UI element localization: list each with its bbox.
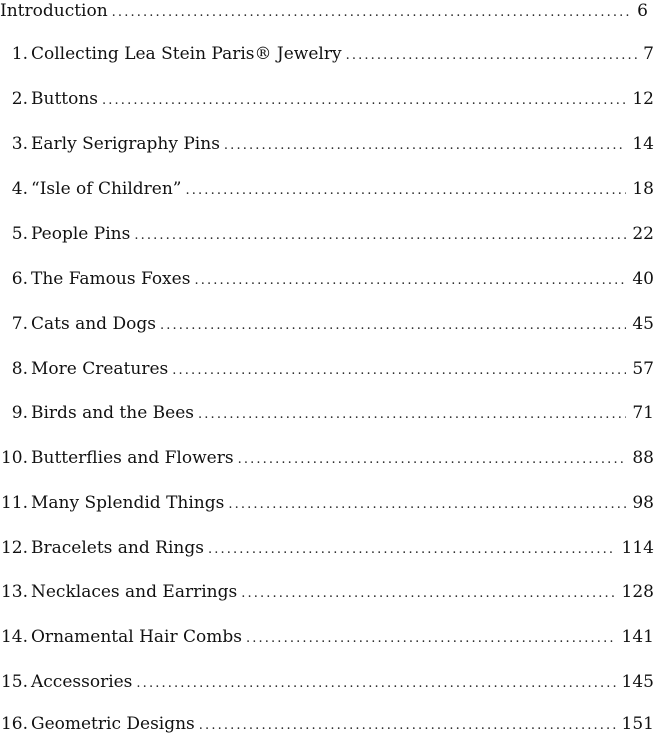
- toc-entry-chapter-9: [0, 401, 654, 425]
- toc-entry-number: 7.: [11, 314, 28, 334]
- toc-entry-page: 40: [632, 269, 654, 289]
- toc-entry-number: 16.: [0, 714, 28, 734]
- toc-leader-dots: [186, 179, 626, 203]
- toc-leader-dots: [198, 403, 626, 427]
- toc-entry-introduction: [0, 0, 648, 23]
- toc-entry-page: 57: [632, 359, 654, 379]
- toc-entry-number: 14.: [0, 627, 28, 647]
- toc-entry-title: Butterflies and Flowers: [31, 448, 234, 468]
- toc-entry-title: Early Serigraphy Pins: [31, 134, 220, 154]
- toc-entry-title: Introduction: [0, 1, 108, 21]
- toc-entry-page: 12: [632, 89, 654, 109]
- toc-leader-dots: [172, 359, 626, 383]
- toc-entry-title: Many Splendid Things: [31, 493, 225, 513]
- toc-entry-number: 6.: [11, 269, 28, 289]
- toc-leader-dots: [346, 44, 638, 68]
- toc-entry-page: 45: [632, 314, 654, 334]
- toc-leader-dots: [136, 672, 615, 696]
- toc-entry-chapter-5: [0, 222, 654, 246]
- toc-entry-title: “Isle of Children”: [31, 179, 182, 199]
- toc-entry-title: Bracelets and Rings: [31, 538, 204, 558]
- toc-entry-chapter-4: [0, 177, 654, 201]
- toc-leader-dots: [208, 538, 616, 562]
- toc-entry-number: 10.: [0, 448, 28, 468]
- toc-entry-number: 8.: [11, 359, 28, 379]
- toc-entry-page: 14: [632, 134, 654, 154]
- toc-leader-dots: [199, 714, 616, 738]
- toc-entry-page: 141: [621, 627, 654, 647]
- toc-entry-chapter-2: [0, 87, 654, 111]
- toc-entry-title: Birds and the Bees: [31, 403, 195, 423]
- toc-entry-title: Buttons: [31, 89, 99, 109]
- toc-entry-chapter-16: [0, 712, 654, 736]
- toc-leader-dots: [194, 269, 626, 293]
- toc-entry-number: 13.: [0, 582, 28, 602]
- toc-entry-page: 114: [621, 538, 654, 558]
- toc-entry-page: 88: [632, 448, 654, 468]
- toc-entry-number: 15.: [0, 672, 28, 692]
- toc-entry-chapter-15: [0, 670, 654, 694]
- toc-leader-dots: [238, 448, 626, 472]
- toc-entry-number: 5.: [11, 224, 28, 244]
- toc-entry-title: Cats and Dogs: [31, 314, 156, 334]
- toc-entry-number: 1.: [11, 44, 28, 64]
- toc-entry-title: Collecting Lea Stein Paris® Jewelry: [31, 44, 342, 64]
- toc-entry-number: 11.: [0, 493, 28, 513]
- toc-entry-page: 145: [621, 672, 654, 692]
- toc-entry-page: 98: [632, 493, 654, 513]
- toc-leader-dots: [134, 224, 626, 248]
- toc-leader-dots: [224, 134, 626, 158]
- toc-entry-chapter-3: [0, 132, 654, 156]
- toc-entry-chapter-6: [0, 267, 654, 291]
- toc-entry-title: Necklaces and Earrings: [31, 582, 238, 602]
- toc-leader-dots: [160, 314, 626, 338]
- toc-entry-chapter-8: [0, 357, 654, 381]
- toc-entry-page: 7: [643, 44, 654, 64]
- toc-entry-chapter-10: [0, 446, 654, 470]
- toc-entry-chapter-11: [0, 491, 654, 515]
- toc-entry-number: 2.: [11, 89, 28, 109]
- toc-entry-number: 12.: [0, 538, 28, 558]
- toc-entry-title: Geometric Designs: [31, 714, 195, 734]
- toc-leader-dots: [112, 1, 632, 25]
- toc-entry-number: 9.: [11, 403, 28, 423]
- toc-entry-chapter-13: [0, 580, 654, 604]
- toc-entry-page: 71: [632, 403, 654, 423]
- toc-entry-title: Ornamental Hair Combs: [31, 627, 242, 647]
- toc-leader-dots: [102, 89, 626, 113]
- toc-leader-dots: [241, 582, 615, 606]
- toc-entry-page: 22: [632, 224, 654, 244]
- toc-leader-dots: [246, 627, 616, 651]
- toc-entry-chapter-12: [0, 536, 654, 560]
- toc-entry-number: 4.: [11, 179, 28, 199]
- toc-entry-title: More Creatures: [31, 359, 169, 379]
- toc-entry-page: 6: [637, 1, 648, 21]
- toc-entry-title: The Famous Foxes: [31, 269, 191, 289]
- toc-entry-chapter-7: [0, 312, 654, 336]
- toc-entry-page: 151: [621, 714, 654, 734]
- toc-entry-title: People Pins: [31, 224, 131, 244]
- toc-entry-page: 128: [621, 582, 654, 602]
- toc-entry-number: 3.: [11, 134, 28, 154]
- toc-entry-title: Accessories: [31, 672, 133, 692]
- toc-entry-chapter-1: [0, 42, 654, 66]
- toc-entry-chapter-14: [0, 625, 654, 649]
- toc-leader-dots: [228, 493, 626, 517]
- toc-entry-page: 18: [632, 179, 654, 199]
